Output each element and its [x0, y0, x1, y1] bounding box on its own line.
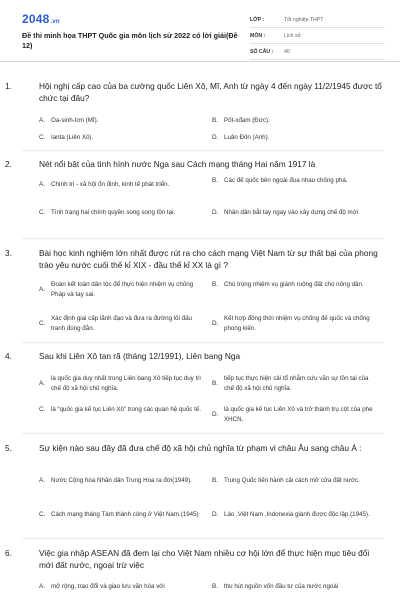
- question-stem: Bài học kinh nghiệm lớn nhất được rút ra cho cách mạng Việt Nam từ sự thất bại của phong trào yêu nước cuối thế kỉ XIX - đầu thế kỉ XX là gì ?: [39, 248, 378, 270]
- option-letter: D.: [212, 511, 219, 518]
- option-letter: A.: [39, 380, 46, 387]
- option-a[interactable]: [39, 582, 201, 592]
- question-stem: Việc gia nhập ASEAN đã đem lại cho Việt Nam nhiều cơ hội lớn để thực hiện mục tiêu đổi mới đất nước, ngoại trừ việc: [39, 548, 370, 570]
- question-6-text: [5, 547, 382, 571]
- option-letter: A.: [39, 117, 46, 124]
- option-letter: B.: [212, 477, 219, 484]
- option-letter: D.: [212, 134, 219, 141]
- question-2-text: [5, 158, 382, 170]
- question-1-text: [5, 80, 382, 104]
- meta-key: MÔN :: [250, 32, 266, 39]
- option-text: mở rộng, trao đổi và giao lưu văn hóa với: [51, 583, 165, 590]
- option-b[interactable]: [212, 176, 374, 186]
- document-header: [0, 0, 400, 62]
- option-text: Oa-sinh-tơn (Mĩ).: [51, 117, 99, 124]
- meta-value: 40: [284, 48, 290, 55]
- option-letter: B.: [212, 583, 219, 590]
- meta-row-class: [250, 12, 385, 28]
- option-c[interactable]: [39, 510, 201, 520]
- question-5-text: [5, 442, 382, 454]
- option-c[interactable]: [39, 314, 201, 334]
- option-b[interactable]: [212, 116, 374, 126]
- question-number: 1.: [5, 81, 12, 91]
- option-b[interactable]: [212, 280, 374, 290]
- divider: [22, 342, 384, 343]
- option-a[interactable]: [39, 180, 201, 190]
- option-text: Chú trọng nhiệm vụ giành ruộng đất cho nông dân.: [224, 281, 364, 288]
- option-a[interactable]: [39, 476, 201, 486]
- option-letter: A.: [39, 286, 46, 293]
- option-letter: A.: [39, 477, 46, 484]
- option-d[interactable]: [212, 405, 374, 425]
- option-letter: C.: [39, 320, 46, 327]
- option-text: Pốt-xđam (Đức).: [224, 117, 270, 124]
- question-4-text: [5, 350, 382, 362]
- option-text: Tình trạng hai chính quyền song song tồn tại.: [51, 209, 176, 216]
- option-d[interactable]: [212, 208, 374, 218]
- divider: [22, 538, 384, 539]
- option-text: Ianta (Liên Xô).: [51, 134, 94, 141]
- option-a[interactable]: [39, 374, 201, 394]
- option-text: là quốc gia kế tục Liên Xô và trở thành trụ cột của phe XHCN.: [224, 406, 373, 423]
- divider: [22, 238, 384, 239]
- question-stem: Sự kiện nào sau đây đã đưa chế độ xã hội chủ nghĩa từ phạm vi châu Âu sang châu Á :: [39, 443, 362, 453]
- option-text: Cách mạng tháng Tám thành công ở Việt Nam.(1945): [51, 511, 199, 518]
- option-letter: D.: [212, 320, 219, 327]
- option-c[interactable]: [39, 133, 201, 143]
- question-number: 4.: [5, 351, 12, 361]
- question-3-text: [5, 247, 382, 271]
- option-a[interactable]: [39, 116, 201, 126]
- option-a[interactable]: [39, 280, 201, 300]
- question-number: 2.: [5, 159, 12, 169]
- site-logo[interactable]: [22, 12, 60, 26]
- option-c[interactable]: [39, 208, 201, 218]
- option-text: Các đế quốc bên ngoài đua nhau chống phá.: [224, 177, 348, 184]
- question-number: 6.: [5, 548, 12, 558]
- option-c[interactable]: [39, 405, 201, 415]
- option-text: Nhân dân bắt tay ngay vào xây dựng chế độ mới: [224, 209, 359, 216]
- option-letter: D.: [212, 411, 219, 418]
- option-b[interactable]: [212, 374, 374, 394]
- option-d[interactable]: [212, 510, 374, 520]
- option-b[interactable]: [212, 582, 374, 592]
- meta-value: Lịch sử: [284, 32, 302, 39]
- option-letter: C.: [39, 209, 46, 216]
- question-stem: Hội nghị cấp cao của ba cường quốc Liên Xô, Mĩ, Anh từ ngày 4 đến ngày 11/2/1945 được tổ chức tại đâu?: [39, 81, 382, 103]
- option-letter: B.: [212, 380, 219, 387]
- option-letter: C.: [39, 134, 46, 141]
- option-d[interactable]: [212, 133, 374, 143]
- logo-suffix: .vn: [50, 19, 60, 25]
- question-number: 3.: [5, 248, 12, 258]
- divider: [22, 150, 384, 151]
- option-b[interactable]: [212, 476, 374, 486]
- meta-row-subject: [250, 28, 385, 44]
- meta-key: SỐ CÂU :: [250, 48, 274, 55]
- option-letter: B.: [212, 281, 219, 288]
- option-text: Kết hợp đồng thời nhiệm vụ chống đế quốc và chống phong kiến.: [224, 315, 370, 332]
- option-text: Nước Cộng hòa Nhân dân Trung Hoa ra đời(1949).: [51, 477, 192, 484]
- option-letter: D.: [212, 209, 219, 216]
- option-letter: C.: [39, 406, 46, 413]
- question-stem: Sau khi Liên Xô tan rã (tháng 12/1991), Liên bang Nga: [39, 351, 241, 361]
- option-text: là “quốc gia kế tục Liên Xô” trong các quan hệ quốc tế.: [51, 406, 201, 413]
- meta-panel: [250, 12, 385, 60]
- option-text: Lào ,Việt Nam ,Indonexia giành được độc lập.(1945).: [224, 511, 370, 518]
- meta-row-count: [250, 44, 385, 60]
- option-letter: A.: [39, 181, 46, 188]
- option-letter: B.: [212, 177, 219, 184]
- option-letter: B.: [212, 117, 219, 124]
- option-text: Xác định giai cấp lãnh đạo và đưa ra đường lối đấu tranh đúng đắn.: [51, 315, 192, 332]
- option-letter: C.: [39, 511, 46, 518]
- option-text: Luân Đôn (Anh).: [224, 134, 270, 141]
- meta-key: LỚP :: [250, 16, 265, 23]
- logo-text: 2048: [22, 12, 50, 26]
- divider: [22, 433, 384, 434]
- meta-value: Tốt nghiệp THPT: [284, 16, 324, 23]
- option-text: tiếp tục thực hiện cải tổ nhằm cứu vãn sự tồn tại của chế độ xã hội chủ nghĩa.: [224, 375, 369, 392]
- option-text: thu hút nguồn vốn đầu tư của nước ngoài: [224, 583, 339, 590]
- option-text: Đoàn kết toàn dân tộc để thực hiện nhiệm vụ chống Pháp và tay sai.: [51, 281, 194, 298]
- option-text: Chính trị - xã hội ổn định, kinh tế phát triển.: [51, 181, 170, 188]
- option-text: Trung Quốc tiến hành cải cách mở cửa đất nước.: [224, 477, 360, 484]
- page-title: Đề thi minh họa THPT Quốc gia môn lịch sử 2022 có lời giải(Đề 12): [22, 31, 238, 50]
- option-d[interactable]: [212, 314, 374, 334]
- option-letter: A.: [39, 583, 46, 590]
- option-text: là quốc gia duy nhất trong Liên bang Xô tiếp tục duy trì chế độ xã hội chủ nghĩa.: [51, 375, 201, 392]
- question-number: 5.: [5, 443, 12, 453]
- question-stem: Nét nổi bật của tình hình nước Nga sau Cách mạng tháng Hai năm 1917 là: [39, 159, 316, 169]
